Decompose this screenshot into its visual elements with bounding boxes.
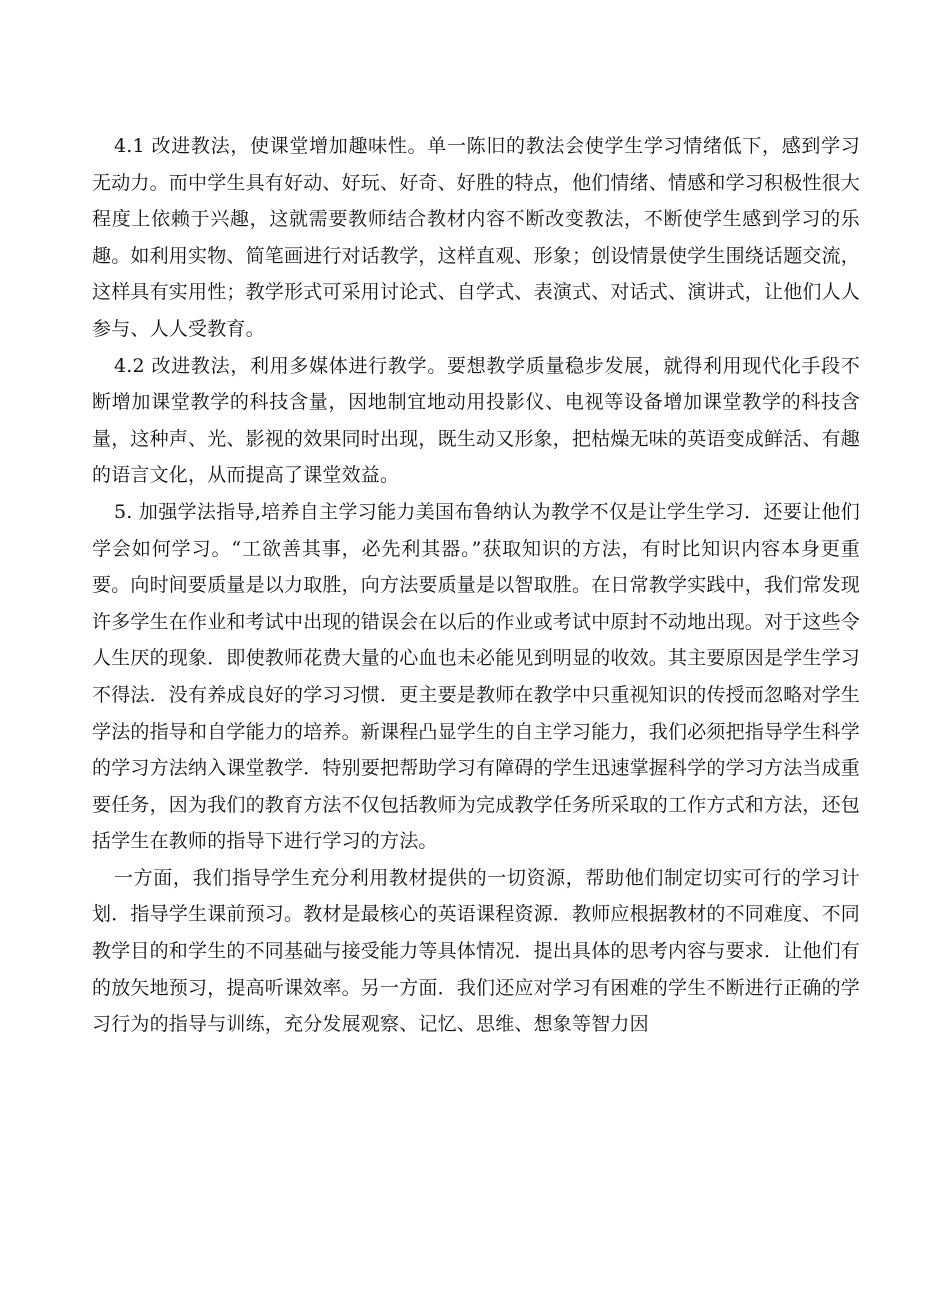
- paragraph-4-2: 4.2 改进教法，利用多媒体进行教学。要想教学质量稳步发展，就得利用现代化手段不断增加课堂教学的科技含量，因地制宜地动用投影仪、电视等设备增加课堂教学的科技含量，这种声、光、影视的效果同时出现，既生动又形象，把枯燥无味的英语变成鲜活、有趣的语言文化，从而提高了课堂效益。: [92, 354, 861, 487]
- paragraph-4-1: 4.1 改进教法，使课堂增加趣味性。单一陈旧的教法会使学生学习情绪低下，感到学习无动力。而中学生具有好动、好玩、好奇、好胜的特点，他们情绪、情感和学习积极性很大程度上依赖于兴趣，这就需要教师结合教材内容不断改变教法，不断使学生感到学习的乐趣。如利用实物、简笔画进行对话教学，这样直观、形象；创设情景使学生围绕话题交流，这样具有实用性；教学形式可采用讨论式、自学式、表演式、对话式、演讲式，让他们人人参与、人人受教育。: [92, 135, 861, 340]
- paragraph-on-one-hand: 一方面，我们指导学生充分利用教材提供的一切资源，帮助他们制定切实可行的学习计划．指导学生课前预习。教材是最核心的英语课程资源．教师应根据教材的不同难度、不同教学目的和学生的不同基础与接受能力等具体情况．提出具体的思考内容与要求．让他们有的放矢地预习，提高听课效率。另一方面．我们还应对学习有困难的学生不断进行正确的学习行为的指导与训练，充分发展观察、记忆、思维、想象等智力因: [92, 866, 861, 1036]
- paragraph-5: 5. 加强学法指导,培养自主学习能力美国布鲁纳认为教学不仅是让学生学习．还要让他们学会如何学习。“工欲善其事，必先利其器。”获取知识的方法，有时比知识内容本身更重要。向时间要质量是以力取胜，向方法要质量是以智取胜。在日常教学实践中，我们常发现许多学生在作业和考试中出现的错误会在以后的作业或考试中原封不动地出现。对于这些令人生厌的现象．即使教师花费大量的心血也未必能见到明显的收效。其主要原因是学生学习不得法．没有养成良好的学习习惯．更主要是教师在教学中只重视知识的传授而忽略对学生学法的指导和自学能力的培养。新课程凸显学生的自主学习能力，我们必须把指导学生科学的学习方法纳入课堂教学．特别要把帮助学习有障碍的学生迅速掌握科学的学习方法当成重要任务，因为我们的教育方法不仅包括教师为完成教学任务所采取的工作方式和方法，还包括学生在教师的指导下进行学习的方法。: [92, 500, 861, 853]
- document-page: [92, 128, 860, 1043]
